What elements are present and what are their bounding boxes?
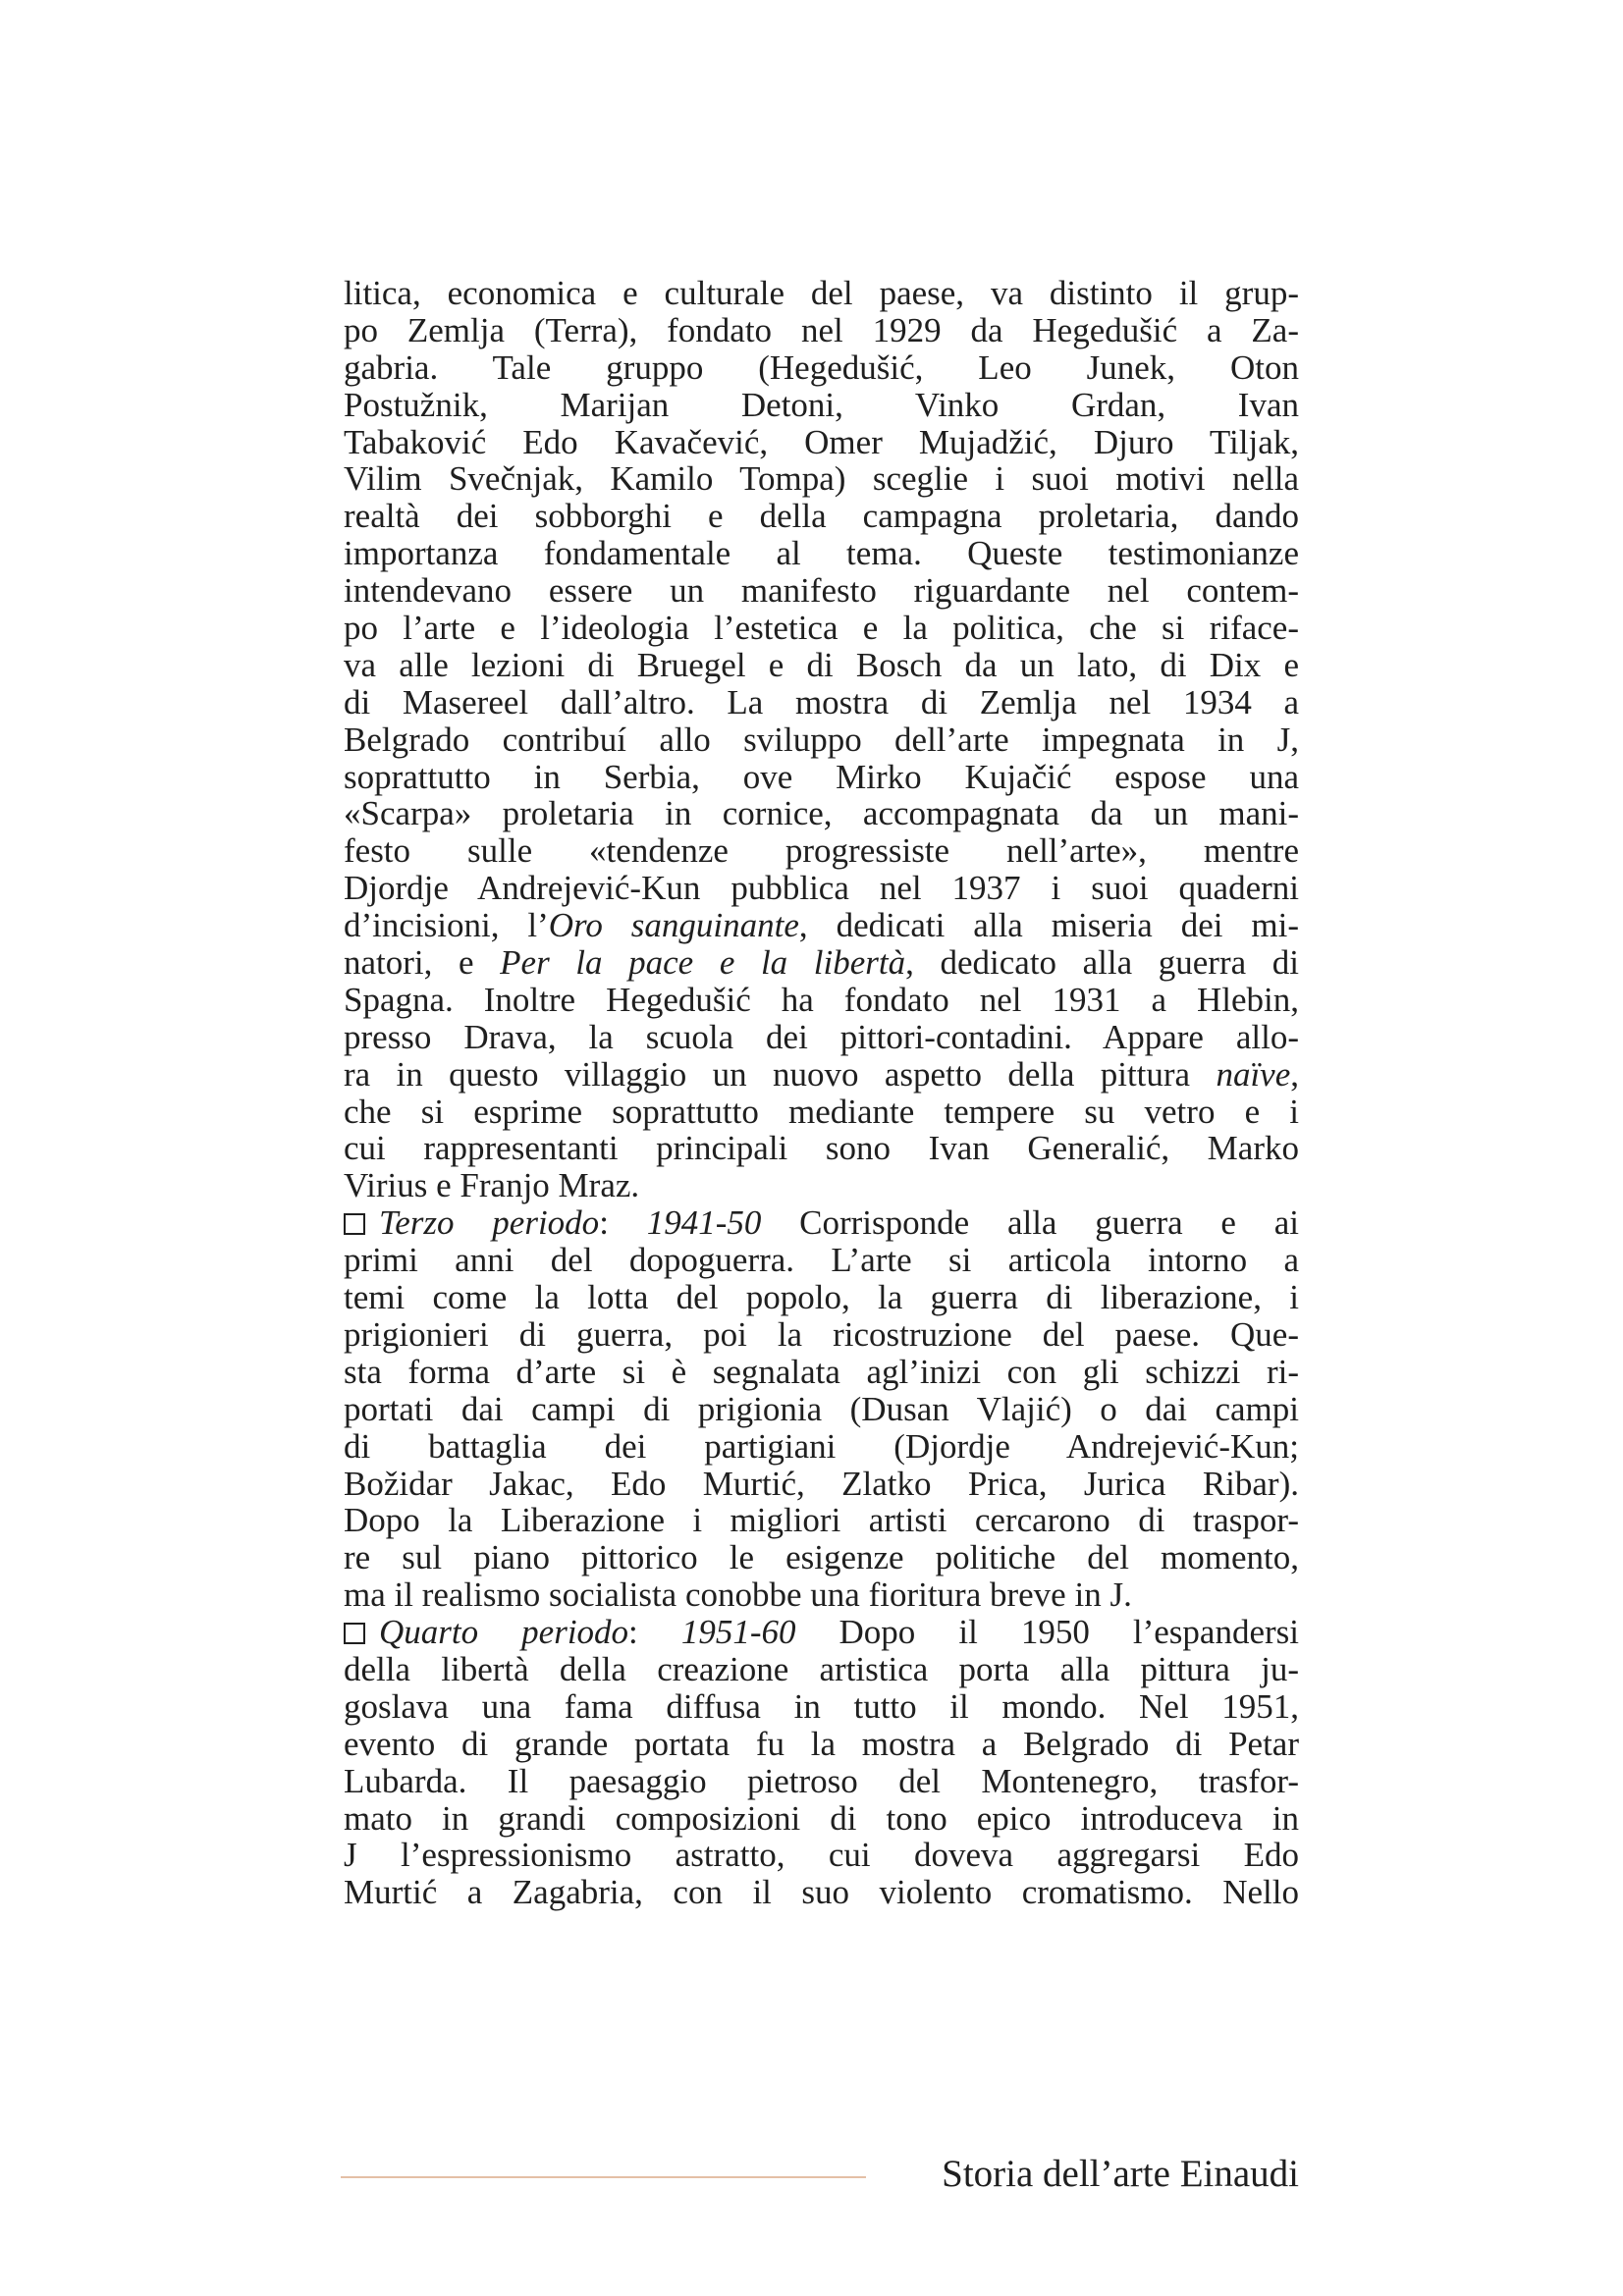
text-line: Dopo la Liberazione i migliori artisti cercarono di traspor- [344,1501,1299,1540]
text-line: Murtić a Zagabria, con il suo violento cromatismo. Nello [344,1873,1299,1912]
text-segment: Corrisponde alla guerra e ai [761,1203,1299,1243]
text-line: Virius e Franjo Mraz. [344,1166,640,1205]
italic-text: Oro sanguinante [548,906,799,945]
text-line: festo sulle «tendenze progressiste nell’arte», mentre [344,831,1299,871]
text-line: cui rappresentanti principali sono Ivan Generalić, Marko [344,1129,1299,1168]
text-segment: : [599,1203,647,1243]
text-line: mato in grandi composizioni di tono epico introduceva in [344,1798,1299,1838]
text-line: «Scarpa» proletaria in cornice, accompagnata da un mani- [344,794,1299,833]
text-segment: natori, e [344,943,501,983]
italic-text: Per la pace e la libertà [500,943,906,983]
text-line: Djordje Andrejević-Kun pubblica nel 1937 i suoi quaderni [344,869,1299,908]
text-line: J l’espressionismo astratto, cui doveva aggregarsi Edo [344,1836,1299,1875]
text-line [344,1614,1299,1651]
text-line: po Zemlja (Terra), fondato nel 1929 da Hegedušić a Za- [344,310,1299,349]
text-line [344,944,1299,982]
page-footer [341,2150,1299,2199]
text-segment: ra in questo villaggio un nuovo aspetto della pittura [344,1054,1217,1094]
text-line: litica, economica e culturale del paese, va distinto il grup- [344,274,1299,312]
text-line: primi anni del dopoguerra. L’arte si articola intorno a [344,1241,1299,1280]
text-line: realtà dei sobborghi e della campagna proletaria, dando [344,497,1299,536]
text-line: evento di grande portata fu la mostra a Belgrado di Petar [344,1724,1299,1763]
text-line: che si esprime soprattutto mediante tempere su vetro e i [344,1092,1299,1131]
italic-text: 1951-60 [680,1613,796,1652]
footer-title: Storia dell’arte Einaudi [942,2153,1299,2195]
text-line: va alle lezioni di Bruegel e di Bosch da un lato, di Dix e [344,645,1299,684]
text-line: Spagna. Inoltre Hegedušić ha fondato nel 1931 a Hlebin, [344,980,1299,1019]
section-box-icon [344,1213,365,1235]
text-line: Božidar Jakac, Edo Murtić, Zlatko Prica, Jurica Ribar). [344,1464,1299,1503]
text-line: sta forma d’arte si è segnalata agl’inizi con gli schizzi ri- [344,1352,1299,1391]
text-segment: , [1290,1054,1299,1094]
body-text [344,275,1299,1911]
text-line: portati dai campi di prigionia (Dusan Vlajić) o dai campi [344,1389,1299,1428]
text-line: Postužnik, Marijan Detoni, Vinko Grdan, Ivan [344,385,1299,424]
text-line: po l’arte e l’ideologia l’estetica e la politica, che si riface- [344,609,1299,648]
italic-text: Terzo periodo [379,1203,600,1243]
section-box-icon [344,1623,365,1644]
text-segment: Dopo il 1950 l’espandersi [795,1613,1299,1652]
text-line [344,907,1299,944]
text-line: re sul piano pittorico le esigenze politiche del momento, [344,1538,1299,1577]
text-line: soprattutto in Serbia, ove Mirko Kujačić espose una [344,757,1299,796]
text-line [344,1056,1299,1094]
text-line: di Masereel dall’altro. La mostra di Zemlja nel 1934 a [344,682,1299,721]
footer-rule [341,2176,866,2178]
text-line: Belgrado contribuí allo sviluppo dell’arte impegnata in J, [344,720,1299,759]
text-line: di battaglia dei partigiani (Djordje Andrejević-Kun; [344,1426,1299,1466]
text-line: presso Drava, la scuola dei pittori-contadini. Appare allo- [344,1017,1299,1056]
text-line: importanza fondamentale al tema. Queste testimonianze [344,534,1299,573]
italic-text: naïve [1216,1054,1291,1094]
italic-text: 1941-50 [646,1203,762,1243]
text-segment: , dedicato alla guerra di [905,943,1299,983]
text-segment: , dedicati alla miseria dei mi- [798,906,1299,945]
text-line: della libertà della creazione artistica porta alla pittura ju- [344,1649,1299,1688]
text-segment: : [628,1613,681,1652]
text-line: Lubarda. Il paesaggio pietroso del Montenegro, trasfor- [344,1761,1299,1800]
text-line: ma il realismo socialista conobbe una fioritura breve in J. [344,1575,1132,1615]
text-line: prigionieri di guerra, poi la ricostruzione del paese. Que- [344,1314,1299,1354]
text-line [344,1204,1299,1242]
text-line: gabria. Tale gruppo (Hegedušić, Leo Junek, Oton [344,347,1299,387]
text-segment: d’incisioni, l’ [344,906,549,945]
text-line: Vilim Svečnjak, Kamilo Tompa) sceglie i suoi motivi nella [344,459,1299,499]
text-line: temi come la lotta del popolo, la guerra di liberazione, i [344,1278,1299,1317]
italic-text: Quarto periodo [379,1613,629,1652]
text-line: intendevano essere un manifesto riguardante nel contem- [344,571,1299,611]
text-line: goslava una fama diffusa in tutto il mondo. Nel 1951, [344,1686,1299,1726]
text-line: Tabaković Edo Kavačević, Omer Mujadžić, Djuro Tiljak, [344,422,1299,461]
